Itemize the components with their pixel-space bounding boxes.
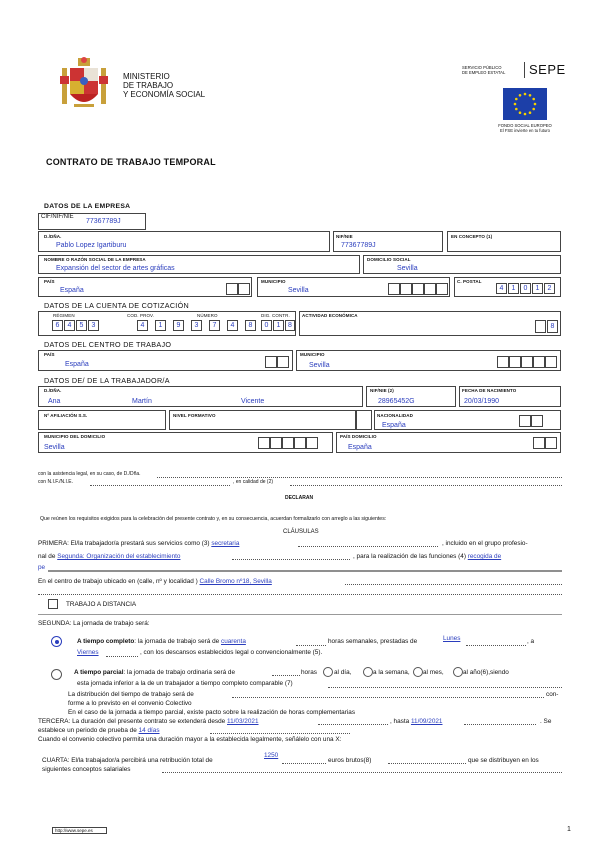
trabajador-nombre: Ana xyxy=(48,398,61,405)
centro-heading: DATOS DEL CENTRO DE TRABAJO xyxy=(44,340,172,349)
completo-descansos-text: , con los descansos establecidos legal o convencionalmente (5). xyxy=(140,649,323,656)
centro-label: En el centro de trabajo ubicado en (calle, nº y localidad ) xyxy=(38,578,198,585)
trabajador-nif-label: NIF/NIE (2) xyxy=(370,388,394,393)
cotizacion-heading: DATOS DE LA CUENTA DE COTIZACIÓN xyxy=(44,301,189,310)
cotizacion-digit: 8 xyxy=(285,320,295,331)
coat-of-arms-icon xyxy=(58,56,110,116)
pais-domicilio-label: PAÍS DOMICILIO xyxy=(340,434,377,439)
completo-line xyxy=(77,638,246,645)
declaran-heading: DECLARAN xyxy=(285,495,314,501)
empresa-municipio-label: MUNICIPIO xyxy=(261,279,286,284)
cuarta-text: CUARTA: El/la trabajador/a percibirá una retribución total de xyxy=(42,757,213,764)
fecha-desde-value[interactable]: 11/03/2021 xyxy=(227,718,259,725)
nacionalidad-label: NACIONALIDAD xyxy=(377,413,413,418)
parcial-horas-label: horas xyxy=(301,669,317,676)
cotizacion-digit: 3 xyxy=(88,320,99,331)
funciones-value[interactable]: recogida de xyxy=(467,553,502,560)
conforme-text: forme a lo previsto en el convenio Colectivo xyxy=(68,700,192,707)
municipio-domicilio-value: Sevilla xyxy=(44,444,65,451)
razon-social-field[interactable] xyxy=(38,255,360,274)
prueba-label: establece un periodo de prueba de xyxy=(38,727,137,734)
distribucion-con-text: con- xyxy=(546,691,559,698)
actividad-field[interactable] xyxy=(299,311,561,336)
nal-text xyxy=(38,553,180,560)
parcial-label: A tiempo parcial xyxy=(74,669,124,676)
nivel-formativo-label: NIVEL FORMATIVO xyxy=(173,413,216,418)
centro-municipio-field[interactable] xyxy=(296,350,561,371)
actividad-label: ACTIVIDAD ECONÓMICA xyxy=(302,313,358,318)
parcial-mes-label: al mes, xyxy=(423,669,444,676)
nifnie-text: con N.I.F./N.I.E. xyxy=(38,479,74,485)
cpostal-field[interactable] xyxy=(454,277,561,297)
cif-value: 77367789J xyxy=(86,218,121,225)
empresa-heading: DATOS DE LA EMPRESA xyxy=(44,203,131,210)
ministry-line-2: DE TRABAJO xyxy=(123,81,174,90)
trabajador-dona-label: D./DÑA. xyxy=(44,388,62,393)
retribucion-value[interactable]: 1250 xyxy=(264,752,279,759)
ministry-line-3: Y ECONOMÍA SOCIAL xyxy=(123,90,206,99)
nivel-formativo-field[interactable] xyxy=(169,410,356,430)
parcial-line xyxy=(74,669,235,676)
fecha-hasta-value[interactable]: 11/09/2021 xyxy=(410,718,443,725)
actividad-digit: 8 xyxy=(547,320,558,333)
tercera-hasta-text xyxy=(390,718,442,725)
dig-label: DIG. CONTR. xyxy=(261,313,290,318)
asistencia-text: con la asistencia legal, en su caso, de D./Dña. xyxy=(38,471,141,477)
cotizacion-digit: 1 xyxy=(155,320,166,331)
numero-label: NÚMERO xyxy=(197,313,218,318)
centro-pais-label: PAÍS xyxy=(44,352,55,357)
nacionalidad-field[interactable] xyxy=(374,410,561,430)
prueba-text xyxy=(38,727,160,734)
parcial-semana-label: a la semana, xyxy=(373,669,410,676)
convenio-text: Cuando el convenio colectivo permita una duración mayor a la establecida legalmente, señálelo con una X: xyxy=(38,736,342,743)
funciones-label: , para la realización de las funciones (4) xyxy=(353,553,466,560)
parcial-semana-radio[interactable] xyxy=(363,667,373,677)
empresa-dona-value: Pablo Lopez Igartiburu xyxy=(56,242,127,249)
cif-field[interactable] xyxy=(38,213,146,230)
domicilio-social-label: DOMICILIO SOCIAL xyxy=(367,257,411,262)
completo-a-text: , a xyxy=(527,638,535,645)
hasta-label: , hasta xyxy=(390,718,410,725)
cotizacion-digit: 8 xyxy=(245,320,256,331)
empresa-pais-label: PAÍS xyxy=(44,279,55,284)
domicilio-social-field[interactable] xyxy=(363,255,561,274)
sepe-small-line-1: SERVICIO PÚBLICO xyxy=(462,65,502,70)
afiliacion-label: Nº AFILIACIÓN S.S. xyxy=(44,413,88,418)
footer-url-box[interactable] xyxy=(52,827,107,834)
empresa-pais-value: España xyxy=(60,287,84,294)
trabajador-heading: DATOS DE/ DE LA TRABAJADOR/A xyxy=(44,376,170,385)
cotizacion-digit: 4 xyxy=(137,320,148,331)
centro-pais-field[interactable] xyxy=(38,350,293,371)
pais-domicilio-value: España xyxy=(348,444,372,451)
parcial-dia-radio[interactable] xyxy=(323,667,333,677)
centro-pais-value: España xyxy=(65,361,89,368)
parcial-anio-radio[interactable] xyxy=(453,667,463,677)
trabajador-nif-value: 28965452G xyxy=(378,398,415,405)
calidad-text: , en calidad de (2) xyxy=(233,479,274,485)
fecha-nacimiento-field[interactable] xyxy=(459,386,561,407)
razon-social-label: NOMBRE O RAZÓN SOCIAL DE LA EMPRESA xyxy=(44,257,146,262)
municipio-domicilio-field[interactable] xyxy=(38,432,333,453)
reunen-text: Que reúnen los requisitos exigidos para la celebración del presente contrato y, en su consecuencia, acuerdan formalizarlo con arreglo a las siguientes: xyxy=(40,516,387,522)
horas-semanales-value[interactable]: cuarenta xyxy=(221,638,246,645)
pais-domicilio-field[interactable] xyxy=(336,432,561,453)
complementarias-text: En el caso de la jornada a tiempo parcial, existe pacto sobre la realización de horas complementarias xyxy=(68,709,356,716)
completo-text: : la jornada de trabajo será de xyxy=(134,638,220,645)
tercera-label: TERCERA: La duración del presente contrato se extenderá desde xyxy=(38,718,226,725)
completo-horas-text: horas semanales, prestadas de xyxy=(328,638,418,645)
cotizacion-digit: 0 xyxy=(261,320,272,331)
empresa-dona-field[interactable] xyxy=(38,231,330,252)
empresa-nif-field[interactable] xyxy=(333,231,443,252)
page-title: CONTRATO DE TRABAJO TEMPORAL xyxy=(46,157,216,167)
domicilio-social-value: Sevilla xyxy=(397,265,418,272)
footer-url[interactable]: http://www.sepe.es xyxy=(55,828,93,833)
sepe-small-line-2: DE EMPLEO ESTATAL xyxy=(462,70,506,75)
cotizacion-digit: 6 xyxy=(52,320,63,331)
fecha-nacimiento-value: 20/03/1990 xyxy=(464,398,500,405)
dia-fin-value[interactable]: Viernes xyxy=(77,649,99,656)
trabajador-apellido2: Vicente xyxy=(241,398,265,405)
cpostal-digit: 0 xyxy=(520,283,531,294)
prov-label: COD. PROV. xyxy=(127,313,155,318)
distancia-label: TRABAJO A DISTANCIA xyxy=(66,601,137,608)
tercera-text xyxy=(38,718,259,725)
parcial-anio-label: al año(6),siendo xyxy=(463,669,509,676)
parcial-text: : la jornada de trabajo ordinaria será de xyxy=(123,669,236,676)
dia-inicio-value[interactable]: Lunes xyxy=(443,635,461,642)
trabajador-nombre-field[interactable] xyxy=(38,386,363,407)
centro-direccion-value[interactable]: Calle Bromo nº18, Sevilla xyxy=(199,578,272,585)
distribucion-text: La distribución del tiempo de trabajo será de xyxy=(68,691,194,698)
fse-line-1: FONDO SOCIAL EUROPEO xyxy=(498,123,552,128)
segunda-text: SEGUNDA: La jornada de trabajo será: xyxy=(38,620,150,627)
completo-label: A tiempo completo xyxy=(77,638,135,645)
tercera-se-text: . Se xyxy=(540,718,552,725)
funciones-value-cont[interactable]: pe xyxy=(38,564,46,571)
centro-municipio-value: Sevilla xyxy=(309,362,330,369)
periodo-prueba-value[interactable]: 14 días xyxy=(138,727,160,734)
eu-flag-icon xyxy=(503,88,547,120)
municipio-domicilio-label: MUNICIPIO DEL DOMICILIO xyxy=(44,434,106,439)
empresa-nif-label: NIF/NIE xyxy=(336,234,353,239)
empresa-municipio-value: Sevilla xyxy=(288,287,309,294)
trabajador-nif-field[interactable] xyxy=(366,386,456,407)
centro-text xyxy=(38,578,272,585)
afiliacion-field[interactable] xyxy=(38,410,166,430)
parcial-dia-label: al día, xyxy=(334,669,352,676)
conceptos-text: siguientes conceptos salariales xyxy=(42,766,131,773)
funciones-text xyxy=(353,553,501,560)
cpostal-digit: 1 xyxy=(532,283,543,294)
primera-grupo-text: , incluido en el grupo profesio- xyxy=(442,540,528,547)
cotizacion-digit: 4 xyxy=(64,320,75,331)
grupo-profesional-value[interactable]: Segunda: Organización del establecimiento xyxy=(57,553,181,560)
cpostal-digit: 1 xyxy=(508,283,519,294)
trabajador-apellido1: Martín xyxy=(132,398,152,405)
empresa-dona-label: D./DÑA. xyxy=(44,234,62,239)
cotizacion-field[interactable] xyxy=(38,311,296,336)
cotizacion-digit: 9 xyxy=(173,320,184,331)
cpostal-label: C. POSTAL xyxy=(457,279,482,284)
empresa-nif-value: 77367789J xyxy=(341,242,376,249)
clausulas-heading: CLÁUSULAS xyxy=(283,529,319,535)
completo-radio[interactable] xyxy=(51,636,62,647)
sepe-wordmark: SEPE xyxy=(529,62,566,77)
empresa-pais-field[interactable] xyxy=(38,277,252,297)
empresa-municipio-field[interactable] xyxy=(257,277,450,297)
cpostal-digit: 2 xyxy=(544,283,555,294)
parcial-mes-radio[interactable] xyxy=(413,667,423,677)
fse-line-2: El FSE invierte en tu futuro xyxy=(499,128,551,133)
nacionalidad-value: España xyxy=(382,422,406,429)
centro-municipio-label: MUNICIPIO xyxy=(300,352,325,357)
cotizacion-digit: 3 xyxy=(191,320,202,331)
ministry-line-1: MINISTERIO xyxy=(123,72,170,81)
cotizacion-digit: 1 xyxy=(273,320,284,331)
distribuyen-text: que se distribuyen en los xyxy=(468,757,539,764)
cpostal-digit: 4 xyxy=(496,283,507,294)
primera-label: PRIMERA: El/la trabajador/a prestará sus servicios como (3) xyxy=(38,540,210,547)
primera-text xyxy=(38,540,239,547)
euros-brutos-text: euros brutos(8) xyxy=(328,757,372,764)
distancia-checkbox[interactable] xyxy=(48,599,58,609)
parcial-inferior-text: esta jornada inferior a la de un trabajador a tiempo completo comparable (7) xyxy=(77,680,293,687)
fecha-nacimiento-label: FECHA DE NACIMIENTO xyxy=(462,388,517,393)
razon-social-value: Expansión del sector de artes gráficas xyxy=(56,265,175,272)
parcial-radio[interactable] xyxy=(51,669,62,680)
cif-label: CIF/NIF/NIE xyxy=(41,214,74,220)
regimen-label: RÉGIMEN xyxy=(53,313,75,318)
nal-label: nal de xyxy=(38,553,56,560)
concepto-label: EN CONCEPTO (1) xyxy=(451,234,493,239)
profesion-value[interactable]: secretaria xyxy=(211,540,240,547)
concepto-field[interactable] xyxy=(447,231,561,252)
page-number: 1 xyxy=(567,826,571,833)
cotizacion-digit: 5 xyxy=(76,320,87,331)
cotizacion-digit: 4 xyxy=(227,320,238,331)
cotizacion-digit: 7 xyxy=(209,320,220,331)
